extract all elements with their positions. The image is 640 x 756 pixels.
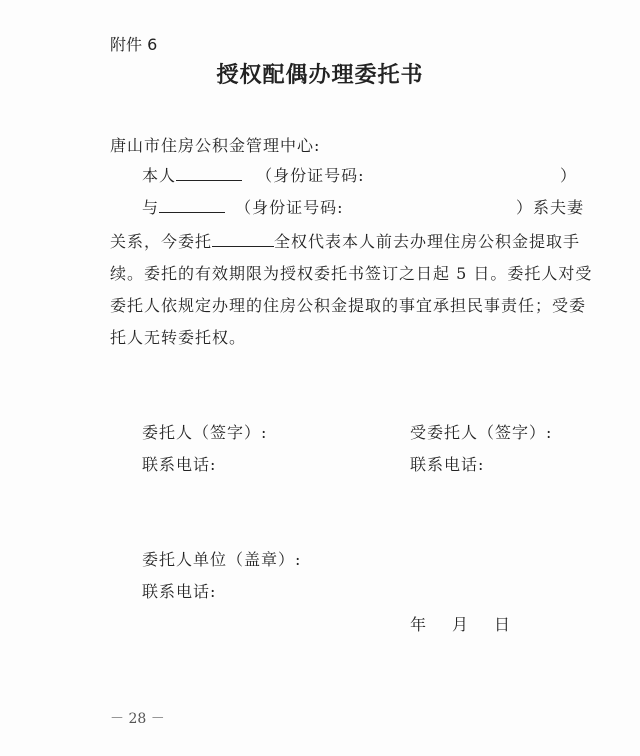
- addressee: 唐山市住房公积金管理中心:: [110, 136, 321, 155]
- self-line: [142, 163, 365, 186]
- self-close: ）: [560, 166, 578, 185]
- self-id-label: （身份证号码:: [256, 166, 365, 185]
- agent-signature: 受委托人（签字）:: [410, 423, 553, 442]
- with-close: ）系夫妻: [516, 198, 585, 217]
- self-name-blank: [176, 164, 242, 181]
- principal-signature: 委托人（签字）:: [142, 423, 268, 442]
- self-prefix: 本人: [142, 166, 177, 185]
- annex-label: 附件 6: [110, 35, 158, 54]
- body-line-3: 委托人依规定办理的住房公积金提取的事宜承担民事责任；受委: [110, 296, 587, 315]
- with-id-label: （身份证号码:: [235, 198, 344, 217]
- principal-unit-seal: 委托人单位（盖章）:: [142, 550, 302, 569]
- date-year: 年: [410, 615, 428, 634]
- date-day: 日: [494, 615, 512, 634]
- document-title: 授权配偶办理委托书: [216, 62, 424, 88]
- agent-name-blank: [212, 230, 274, 247]
- body-line-1: [110, 229, 580, 252]
- date-month: 月: [452, 615, 470, 634]
- body-line-2: 续。委托的有效期限为授权委托书签订之日起 5 日。委托人对受: [110, 264, 593, 283]
- with-line: [142, 195, 344, 218]
- unit-phone: 联系电话:: [142, 582, 217, 601]
- agent-phone: 联系电话:: [410, 455, 485, 474]
- with-prefix: 与: [142, 198, 160, 217]
- spouse-name-blank: [159, 196, 225, 213]
- page-number: － 28 －: [110, 711, 165, 727]
- body-text-1a: 关系，今委托: [110, 232, 213, 251]
- body-line-4: 托人无转委托权。: [110, 328, 247, 347]
- body-text-1b: 全权代表本人前去办理住房公积金提取手: [274, 232, 581, 251]
- principal-phone: 联系电话:: [142, 455, 217, 474]
